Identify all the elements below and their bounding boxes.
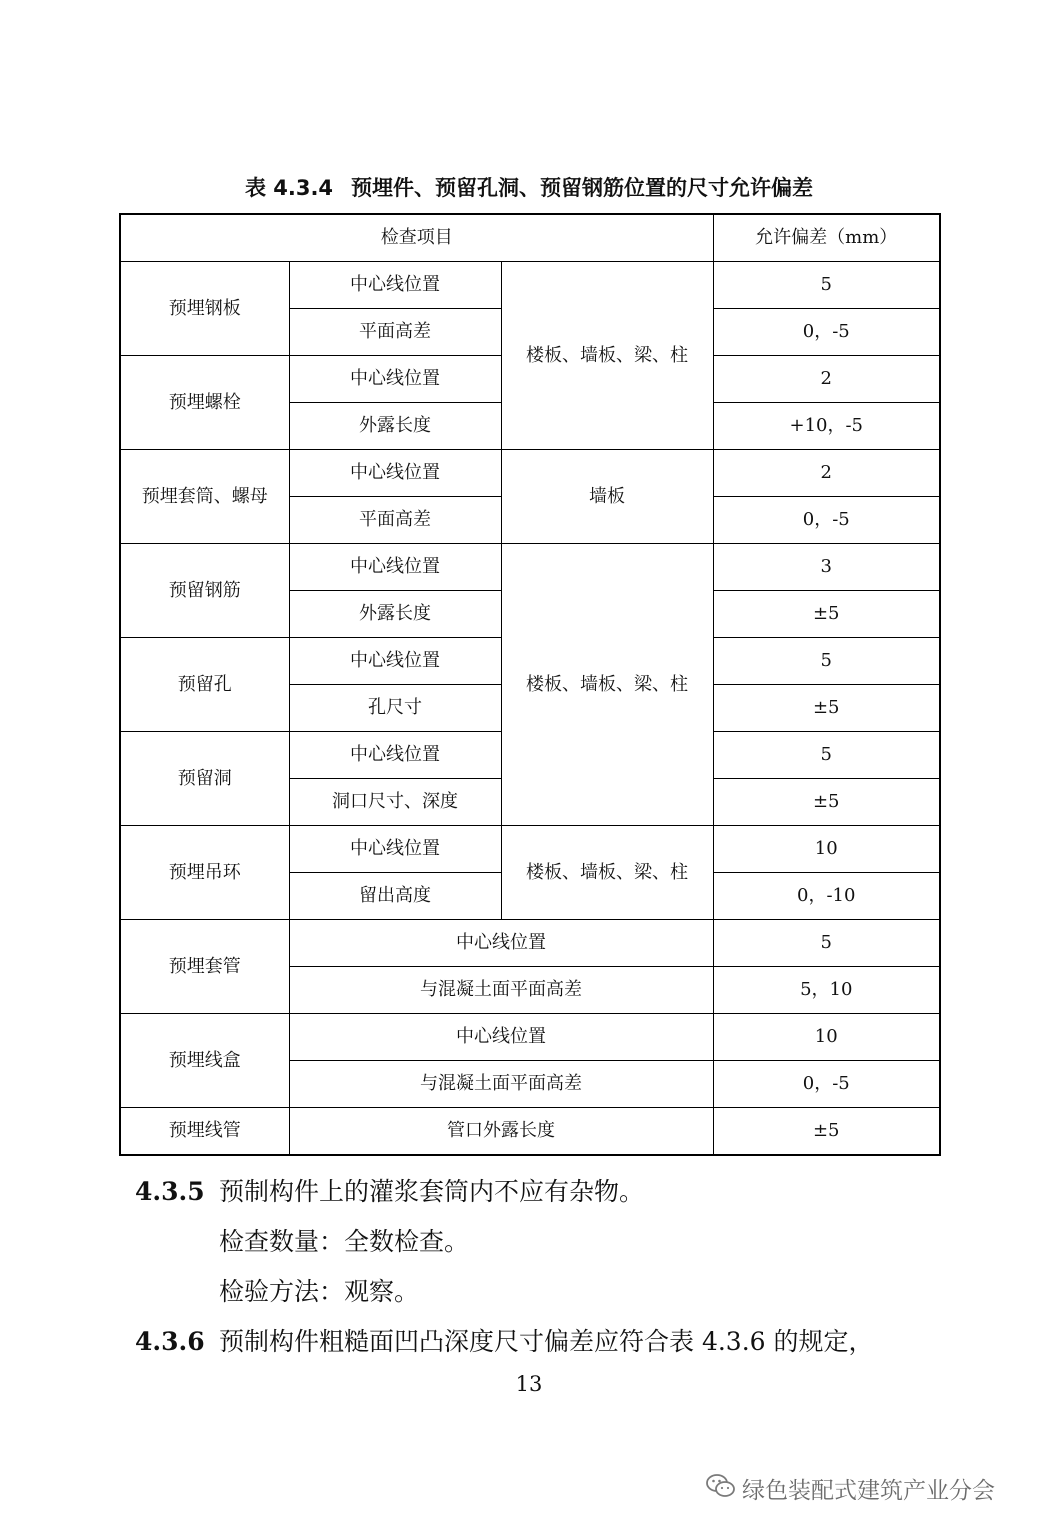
item-cell: 中心线位置 <box>289 826 501 873</box>
group-cell: 预留孔 <box>120 638 289 732</box>
scope-cell: 楼板、墙板、梁、柱 <box>501 826 713 920</box>
group-cell: 预埋钢板 <box>120 262 289 356</box>
scope-cell: 楼板、墙板、梁、柱 <box>501 544 713 826</box>
tolerance-cell: 5，10 <box>713 967 940 1014</box>
watermark-text: 绿色装配式建筑产业分会 <box>742 1478 995 1504</box>
table-caption <box>0 172 1058 202</box>
item-cell: 洞口尺寸、深度 <box>289 779 501 826</box>
tolerance-cell: ±5 <box>713 1108 940 1156</box>
tolerance-cell: 10 <box>713 826 940 873</box>
table-header-row <box>120 214 940 262</box>
check-quantity: 检查数量：全数检查。 <box>219 1227 470 1256</box>
item-cell: 管口外露长度 <box>289 1108 713 1156</box>
item-cell: 中心线位置 <box>289 732 501 779</box>
table-row <box>120 1108 940 1156</box>
item-cell: 平面高差 <box>289 497 501 544</box>
group-cell: 预埋套筒、螺母 <box>120 450 289 544</box>
clause-number: 4.3.5 <box>135 1177 205 1206</box>
page-number: 13 <box>515 1372 543 1396</box>
item-cell: 平面高差 <box>289 309 501 356</box>
scope-cell: 楼板、墙板、梁、柱 <box>501 262 713 450</box>
tolerance-cell: 0，-10 <box>713 873 940 920</box>
tolerance-cell: ±5 <box>713 591 940 638</box>
wechat-icon <box>706 1473 742 1505</box>
item-cell: 外露长度 <box>289 403 501 450</box>
tolerance-cell: 5 <box>713 638 940 685</box>
item-cell: 中心线位置 <box>289 1014 713 1061</box>
group-cell: 预留钢筋 <box>120 544 289 638</box>
table-row <box>120 1014 940 1061</box>
tolerance-cell: 0，-5 <box>713 1061 940 1108</box>
tolerance-cell: 3 <box>713 544 940 591</box>
item-cell: 与混凝土面平面高差 <box>289 967 713 1014</box>
item-cell: 中心线位置 <box>289 450 501 497</box>
group-cell: 预埋螺栓 <box>120 356 289 450</box>
tolerance-cell: 2 <box>713 356 940 403</box>
clause-text: 预制构件粗糙面凹凸深度尺寸偏差应符合表 4.3.6 的规定， <box>219 1327 874 1356</box>
tolerance-cell: 0，-5 <box>713 497 940 544</box>
header-item: 检查项目 <box>120 214 713 262</box>
watermark <box>706 1472 995 1505</box>
item-cell: 孔尺寸 <box>289 685 501 732</box>
table-row <box>120 544 940 591</box>
tolerance-cell: 0，-5 <box>713 309 940 356</box>
table-title: 预埋件、预留孔洞、预留钢筋位置的尺寸允许偏差 <box>351 176 814 200</box>
header-tolerance: 允许偏差（mm） <box>713 214 940 262</box>
item-cell: 中心线位置 <box>289 638 501 685</box>
tolerance-cell: +10，-5 <box>713 403 940 450</box>
clause-4-3-6 <box>135 1322 874 1358</box>
tolerance-table <box>119 213 941 1156</box>
group-cell: 预埋线盒 <box>120 1014 289 1108</box>
item-cell: 留出高度 <box>289 873 501 920</box>
tolerance-cell: 2 <box>713 450 940 497</box>
group-cell: 预留洞 <box>120 732 289 826</box>
clause-number: 4.3.6 <box>135 1327 205 1356</box>
tolerance-cell: 10 <box>713 1014 940 1061</box>
group-cell: 预埋套管 <box>120 920 289 1014</box>
check-method: 检验方法：观察。 <box>219 1277 420 1306</box>
table-row <box>120 262 940 309</box>
item-cell: 外露长度 <box>289 591 501 638</box>
item-cell: 中心线位置 <box>289 262 501 309</box>
group-cell: 预埋吊环 <box>120 826 289 920</box>
scope-cell: 墙板 <box>501 450 713 544</box>
tolerance-cell: 5 <box>713 920 940 967</box>
table-number: 表 4.3.4 <box>244 176 334 200</box>
item-cell: 与混凝土面平面高差 <box>289 1061 713 1108</box>
item-cell: 中心线位置 <box>289 920 713 967</box>
item-cell: 中心线位置 <box>289 544 501 591</box>
table-row <box>120 920 940 967</box>
tolerance-cell: ±5 <box>713 685 940 732</box>
table-row <box>120 826 940 873</box>
table-row <box>120 450 940 497</box>
group-cell: 预埋线管 <box>120 1108 289 1156</box>
tolerance-cell: 5 <box>713 732 940 779</box>
clause-4-3-5 <box>135 1172 644 1208</box>
tolerance-cell: 5 <box>713 262 940 309</box>
tolerance-cell: ±5 <box>713 779 940 826</box>
item-cell: 中心线位置 <box>289 356 501 403</box>
clause-text: 预制构件上的灌浆套筒内不应有杂物。 <box>219 1177 645 1206</box>
